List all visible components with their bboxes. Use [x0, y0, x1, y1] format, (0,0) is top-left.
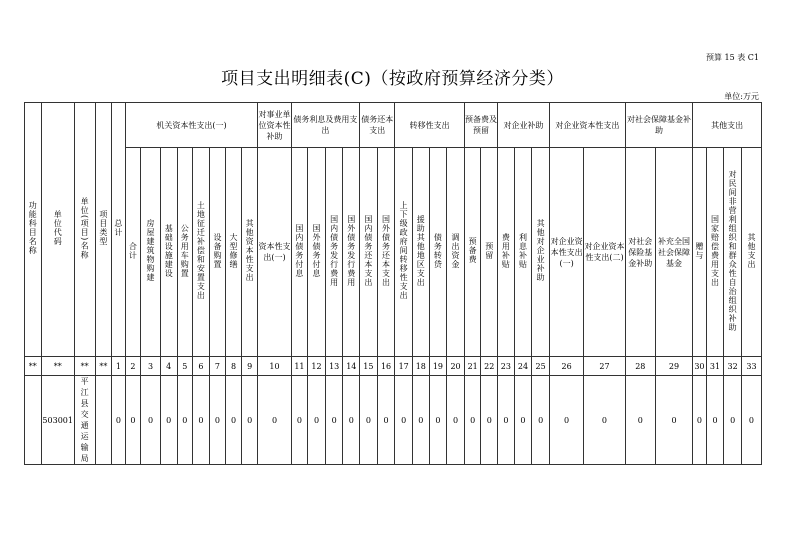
header-group-3: 债务利息及费用支出 [291, 103, 359, 148]
value-cell: 0 [429, 376, 447, 465]
index-cell: 24 [514, 357, 532, 376]
value-cell: 0 [481, 376, 498, 465]
value-cell: 0 [360, 376, 378, 465]
header-group-6: 预备费及预留 [464, 103, 497, 148]
col-gwhb: 国外债务还本支出 [377, 148, 395, 357]
col-ziben1: 资本性支出(一) [258, 148, 291, 357]
index-cell: 1 [112, 357, 125, 376]
index-cell: 19 [429, 357, 447, 376]
value-cell: 0 [549, 376, 583, 465]
col-jichu: 基础设施建设 [160, 148, 177, 357]
header-group-1: 机关资本性支出(一) [125, 103, 258, 148]
index-cell: 33 [741, 357, 761, 376]
index-cell: ** [95, 357, 112, 376]
unit-label: 单位:万元 [724, 92, 759, 101]
form-code: 预算 15 表 C1 [705, 53, 759, 62]
index-cell: 8 [226, 357, 242, 376]
header-row-groups [25, 103, 762, 148]
header-row-columns [25, 148, 762, 357]
col-qita-qiye: 其他对企业补助 [532, 148, 550, 357]
col-gnlx: 国内债务付息 [291, 148, 308, 357]
col-diaochu: 调出资金 [447, 148, 465, 357]
index-cell: 6 [193, 357, 210, 376]
header-group-5: 转移性支出 [395, 103, 465, 148]
value-cell: 0 [258, 376, 291, 465]
page-title: 项目支出明细表(C)（按政府预算经济分类） [221, 69, 564, 89]
value-cell: 0 [693, 376, 706, 465]
cell-unit-name: 平江县交通运输局 [74, 376, 95, 465]
col-lixi: 利息补贴 [514, 148, 532, 357]
col-peichang: 国家赔偿费用支出 [706, 148, 724, 357]
index-cell: 25 [532, 357, 550, 376]
index-cell: ** [41, 357, 74, 376]
value-cell: 0 [741, 376, 761, 465]
index-row [25, 357, 762, 376]
index-cell: 15 [360, 357, 378, 376]
col-fangwu: 房屋建筑物购建 [141, 148, 161, 357]
value-cell: 0 [706, 376, 724, 465]
value-cell: 0 [160, 376, 177, 465]
index-cell: 3 [141, 357, 161, 376]
col-buchong: 补充全国社会保障基金 [655, 148, 692, 357]
col-gnfx: 国内债务发行费用 [325, 148, 343, 357]
col-feiyong: 费用补贴 [498, 148, 515, 357]
header-total: 总计 [112, 103, 125, 357]
col-qiye2: 对企业资本性支出(二) [584, 148, 626, 357]
col-qiye1: 对企业资本性支出(一) [549, 148, 583, 357]
index-cell: 23 [498, 357, 515, 376]
index-cell: 10 [258, 357, 291, 376]
index-cell: 9 [241, 357, 258, 376]
value-cell: 0 [193, 376, 210, 465]
value-cell: 0 [125, 376, 141, 465]
index-cell: 32 [724, 357, 742, 376]
header-group-2: 对事业单位资本性补助 [258, 103, 291, 148]
value-cell: 0 [724, 376, 742, 465]
header-group-9: 对社会保障基金补助 [625, 103, 692, 148]
col-heji: 合计 [125, 148, 141, 357]
col-qita-ziben: 其他资本性支出 [241, 148, 258, 357]
value-cell: 0 [226, 376, 242, 465]
index-cell: ** [74, 357, 95, 376]
cell-proj-type [95, 376, 112, 465]
cell-func-code [25, 376, 42, 465]
col-gnhb: 国内债务还本支出 [360, 148, 378, 357]
index-cell: 29 [655, 357, 692, 376]
expenditure-table [24, 102, 762, 465]
value-cell: 0 [532, 376, 550, 465]
col-tudi: 土地征迁补偿和安置支出 [193, 148, 210, 357]
header-group-4: 债务还本支出 [360, 103, 395, 148]
value-cell: 0 [625, 376, 655, 465]
index-cell: 11 [291, 357, 308, 376]
header-group-8: 对企业资本性支出 [549, 103, 625, 148]
col-yubei: 预备费 [464, 148, 481, 357]
index-cell: ** [25, 357, 42, 376]
value-cell: 0 [112, 376, 125, 465]
cell-unit-code: 503001 [41, 376, 74, 465]
value-cell: 0 [241, 376, 258, 465]
value-cell: 0 [413, 376, 430, 465]
value-cell: 0 [584, 376, 626, 465]
value-cell: 0 [177, 376, 193, 465]
col-shangxia: 上下级政府间转移性支出 [395, 148, 413, 357]
header-unit-code: 单位代码 [41, 103, 74, 357]
header-group-10: 其他支出 [693, 103, 762, 148]
index-cell: 16 [377, 357, 395, 376]
value-cell: 0 [395, 376, 413, 465]
value-cell: 0 [308, 376, 326, 465]
value-cell: 0 [498, 376, 515, 465]
index-cell: 30 [693, 357, 706, 376]
index-cell: 26 [549, 357, 583, 376]
index-cell: 21 [464, 357, 481, 376]
index-cell: 7 [209, 357, 226, 376]
col-shebao: 对社会保险基金补助 [625, 148, 655, 357]
value-cell: 0 [343, 376, 360, 465]
index-cell: 4 [160, 357, 177, 376]
header-group-7: 对企业补助 [498, 103, 550, 148]
index-cell: 27 [584, 357, 626, 376]
header-proj-type: 项目类型 [95, 103, 112, 357]
col-feiyingli: 对民间非营利组织和群众性自治组织补助 [724, 148, 742, 357]
value-cell: 0 [464, 376, 481, 465]
col-qita-zhichu: 其他支出 [741, 148, 761, 357]
index-cell: 5 [177, 357, 193, 376]
value-cell: 0 [655, 376, 692, 465]
header-func-code: 功能科目名称 [25, 103, 42, 357]
index-cell: 14 [343, 357, 360, 376]
value-cell: 0 [377, 376, 395, 465]
value-cell: 0 [325, 376, 343, 465]
index-cell: 12 [308, 357, 326, 376]
col-gongwu: 公务用车购置 [177, 148, 193, 357]
index-cell: 13 [325, 357, 343, 376]
col-gwlx: 国外债务付息 [308, 148, 326, 357]
value-cell: 0 [291, 376, 308, 465]
value-cell: 0 [141, 376, 161, 465]
col-zengyu: 赠与 [693, 148, 706, 357]
index-cell: 22 [481, 357, 498, 376]
value-cell: 0 [447, 376, 465, 465]
col-daxing: 大型修缮 [226, 148, 242, 357]
index-cell: 18 [413, 357, 430, 376]
index-cell: 17 [395, 357, 413, 376]
header-unit-name: 单位(项目)名称 [74, 103, 95, 357]
index-cell: 31 [706, 357, 724, 376]
value-cell: 0 [514, 376, 532, 465]
index-cell: 2 [125, 357, 141, 376]
index-cell: 20 [447, 357, 465, 376]
col-zhaiwu: 债务转贷 [429, 148, 447, 357]
col-yuliu: 预留 [481, 148, 498, 357]
table-row [25, 376, 762, 465]
value-cell: 0 [209, 376, 226, 465]
col-yuanzhu: 援助其他地区支出 [413, 148, 430, 357]
col-gwfx: 国外债务发行费用 [343, 148, 360, 357]
index-cell: 28 [625, 357, 655, 376]
col-shebei: 设备购置 [209, 148, 226, 357]
